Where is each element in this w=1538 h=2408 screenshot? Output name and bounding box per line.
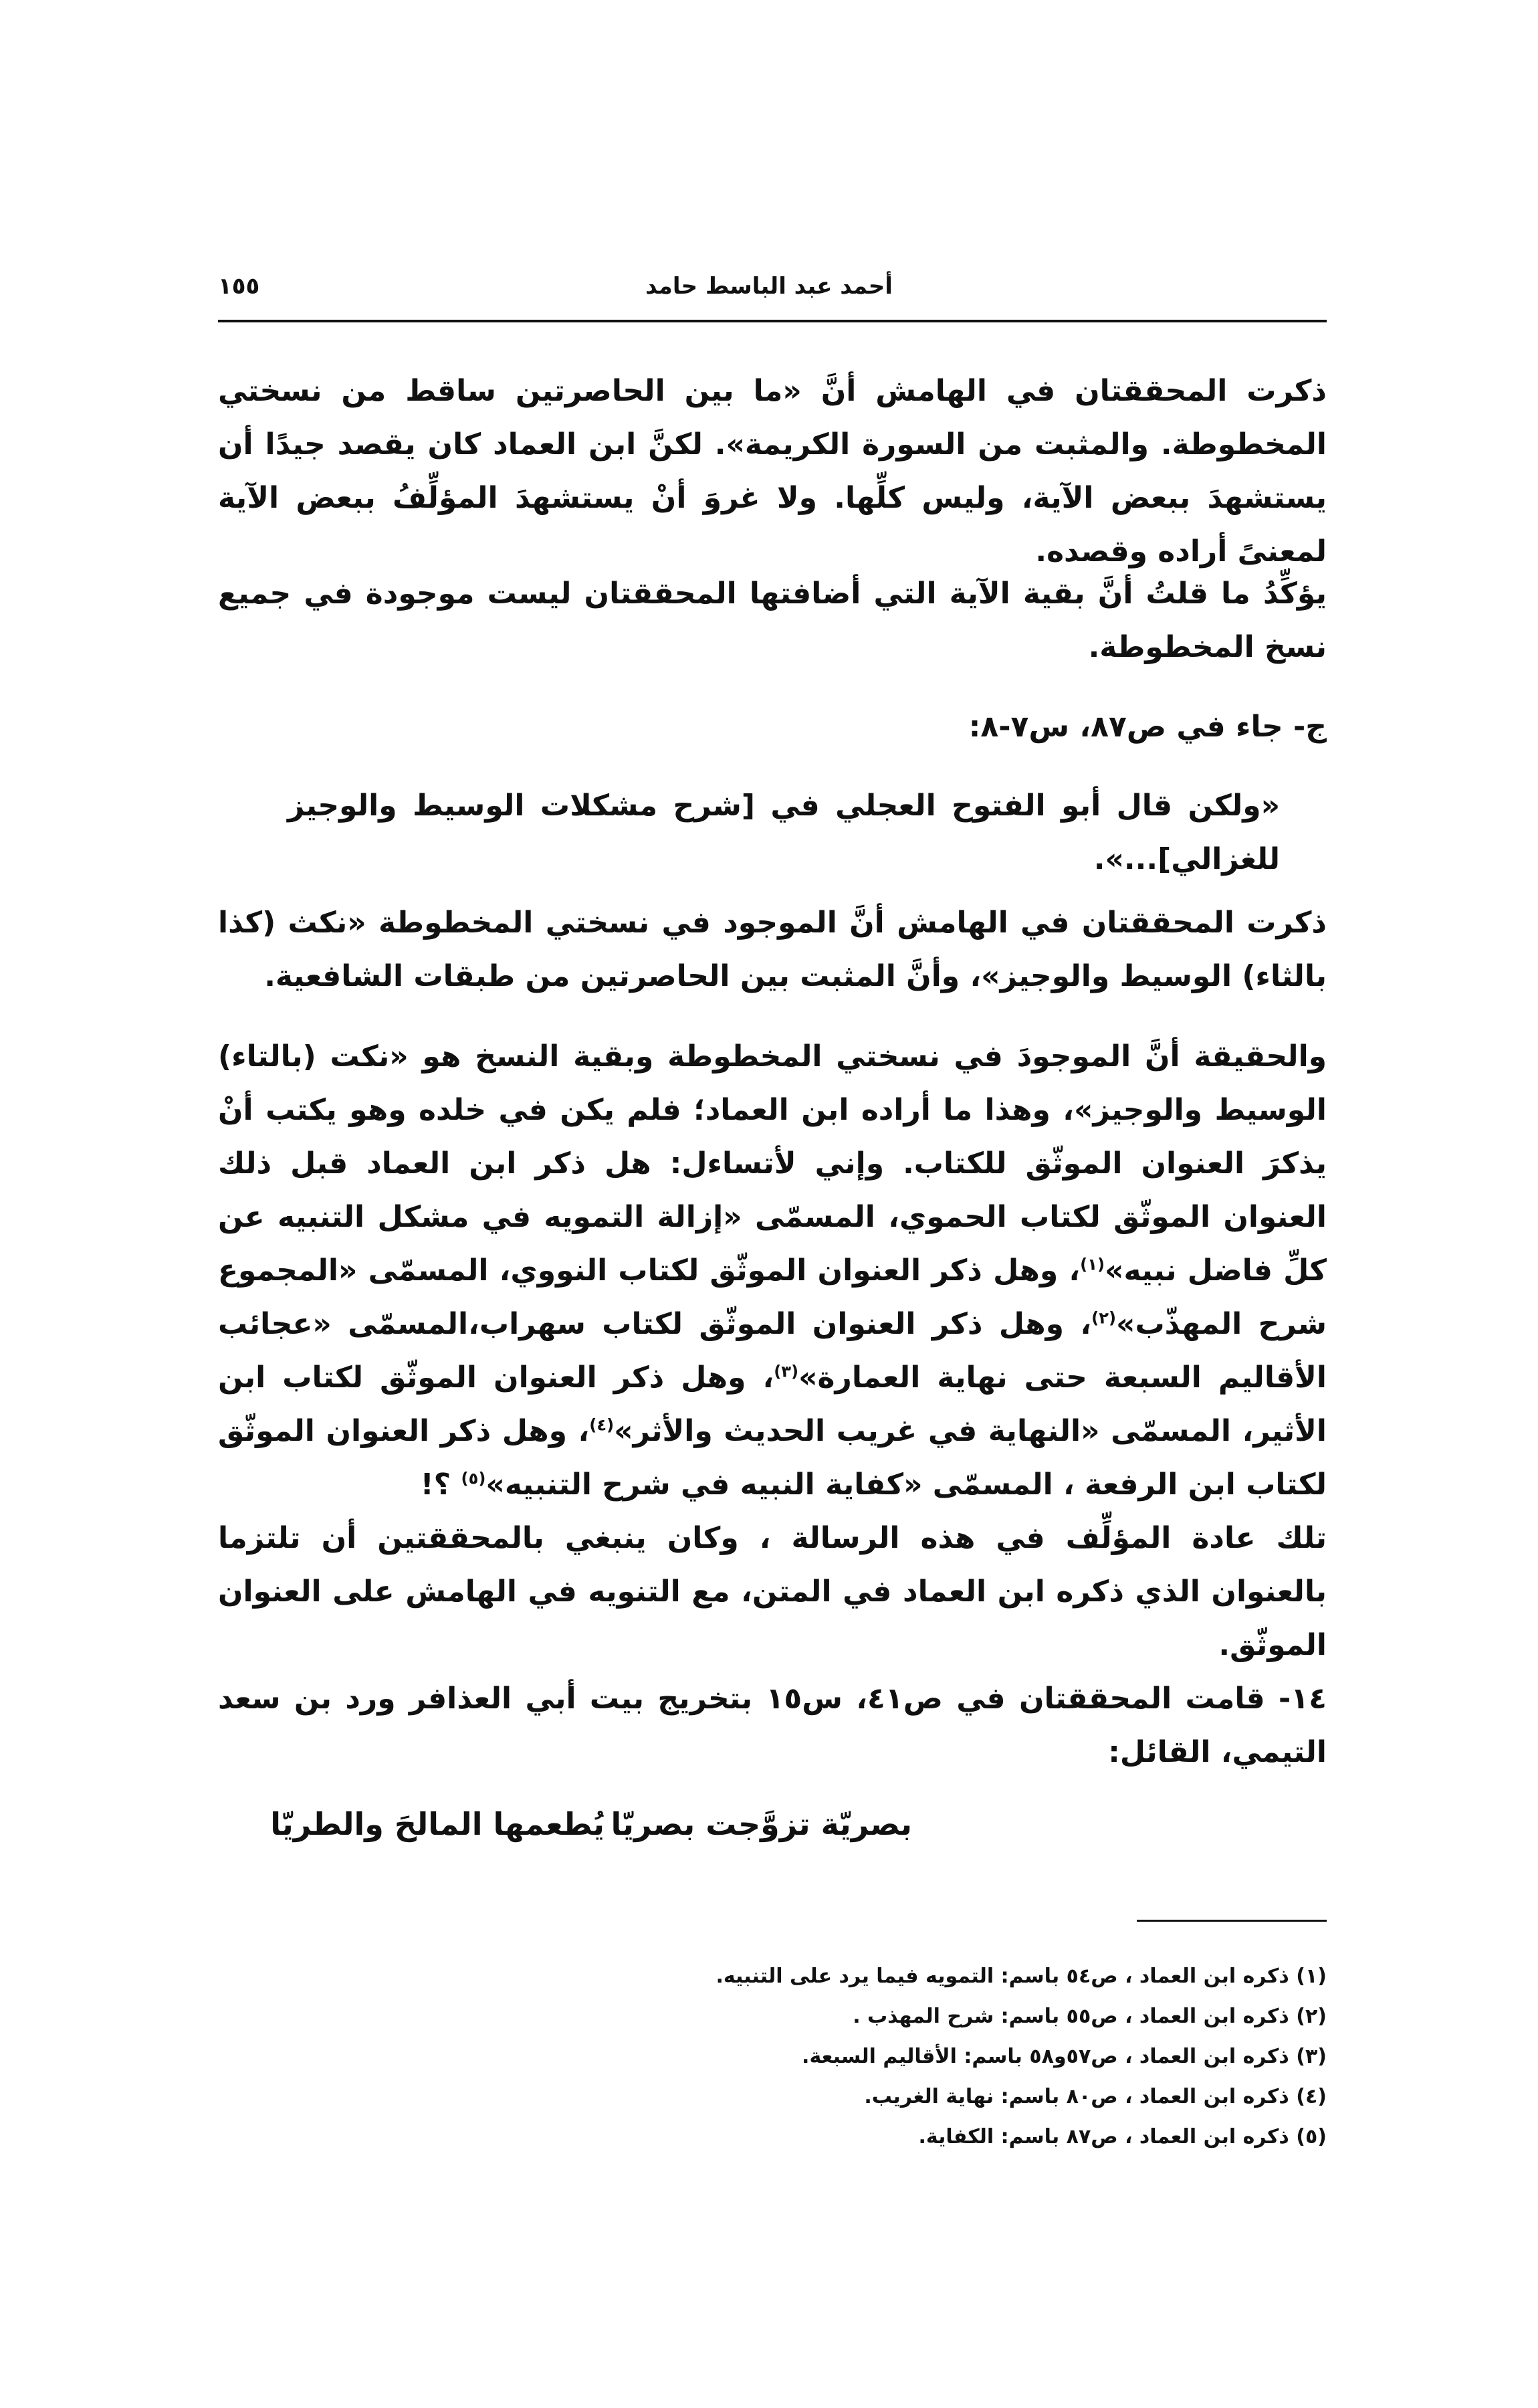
paragraph-7 — [218, 1672, 1327, 1779]
footnote-3: (٣) ذكره ابن العماد ، ص٥٧و٥٨ باسم: الأقاليم السبعة. — [802, 2045, 1327, 2068]
p5-part-5: ، وهل ذكر العنوان الموثّق لكتاب ابن الرفعة ، المسمّى «كفاية النبيه في شرح التنبيه» — [218, 1414, 1327, 1502]
p5-part-1: والحقيقة أنَّ الموجودَ في نسختي المخطوطة وبقية النسخ هو «نكت (بالتاء) الوسيط والوجيز»، وهذا ما أراده ابن العماد؛ فلم يكن في خلده وهو يكتب أنْ يذكرَ العنوان الموثّق للكتاب. وإني لأتساءل: هل ذكر ابن العماد قبل ذلك العنوان الموثّق لكتاب الحموي، المسمّى «إزالة التمويه في مشكل التنبيه عن كلِّ فاضل نبيه» — [218, 1039, 1327, 1288]
p5-end: ؟! — [420, 1468, 461, 1502]
paragraph-1 — [218, 365, 1327, 579]
running-header-author: أحمد عبد الباسط حامد — [645, 273, 893, 300]
paragraph-7-text: ١٤- قامت المحققتان في ص٤١، س١٥ بتخريج بيت أبي العذافر ورد بن سعد التيمي، القائل: — [218, 1682, 1327, 1769]
paragraph-2 — [218, 567, 1327, 674]
footnote-ref-1[interactable]: (١) — [1080, 1255, 1105, 1274]
verse-hemistich-1: بصريّة تزوَّجت بصريّا — [611, 1806, 912, 1842]
poetry-verse — [218, 1806, 1327, 1860]
paragraph-1-text: ذكرت المحققتان في الهامش أنَّ «ما بين الحاصرتين ساقط من نسختي المخطوطة. والمثبت من السورة الكريمة». لكنَّ ابن العماد كان يقصد جيدًا أن يستشهدَ ببعض الآية، وليس كلِّها. ولا غروَ أنْ يستشهدَ المؤلِّفُ ببعض الآية لمعنىً أراده وقصده. — [218, 374, 1327, 569]
footnote-separator — [1137, 1920, 1327, 1922]
section-c-heading-text: ج- جاء في ص٨٧، س٧-٨: — [968, 710, 1327, 744]
p5-part-2: ، وهل ذكر العنوان الموثّق لكتاب النووي، المسمّى «المجموع شرح المهذّب» — [218, 1253, 1327, 1341]
section-c-heading — [218, 700, 1327, 754]
paragraph-5-text — [218, 1030, 1327, 1512]
paragraph-4-text: ذكرت المحققتان في الهامش أنَّ الموجود في نسختي المخطوطة «نكث (كذا بالثاء) الوسيط والوجيز»، وأنَّ المثبت بين الحاصرتين من طبقات الشافعية. — [218, 906, 1327, 993]
footnote-ref-3[interactable]: (٣) — [774, 1362, 799, 1381]
header-rule — [218, 320, 1327, 322]
block-quote — [288, 779, 1280, 886]
paragraph-2-text: يؤكِّدُ ما قلتُ أنَّ بقية الآية التي أضافتها المحققتان ليست موجودة في جميع نسخ المخطوطة. — [218, 577, 1327, 664]
paragraph-4 — [218, 896, 1327, 1003]
p5-part-4: ، وهل ذكر العنوان الموثّق لكتاب ابن الأثير، المسمّى «النهاية في غريب الحديث والأثر» — [218, 1361, 1327, 1448]
footnotes — [218, 1956, 1327, 2157]
footnote-2: (٢) ذكره ابن العماد ، ص٥٥ باسم: شرح المهذب . — [853, 2005, 1327, 2028]
footnote-ref-4[interactable]: (٤) — [589, 1415, 615, 1435]
footnote-4: (٤) ذكره ابن العماد ، ص٨٠ باسم: نهاية الغريب. — [864, 2085, 1327, 2108]
footnote-ref-2[interactable]: (٢) — [1091, 1308, 1117, 1328]
p5-part-3: ، وهل ذكر العنوان الموثّق لكتاب سهراب،المسمّى «عجائب الأقاليم السبعة حتى نهاية العمارة» — [218, 1307, 1327, 1395]
block-quote-text: «ولكن قال أبو الفتوح العجلي في [شرح مشكلات الوسيط والوجيز للغزالي]...». — [288, 789, 1280, 876]
paragraph-6-text: تلك عادة المؤلِّف في هذه الرسالة ، وكان ينبغي بالمحققتين أن تلتزما بالعنوان الذي ذكره ابن العماد في المتن، مع التنويه في الهامش على العنوان الموثّق. — [218, 1521, 1327, 1662]
verse-hemistich-2: يُطعمها المالحَ والطريّا — [270, 1806, 605, 1842]
footnote-5: (٥) ذكره ابن العماد ، ص٨٧ باسم: الكفاية. — [918, 2125, 1327, 2148]
paragraph-6 — [218, 1512, 1327, 1672]
footnote-ref-5[interactable]: (٥) — [461, 1469, 486, 1488]
footnote-1: (١) ذكره ابن العماد ، ص٥٤ باسم: التمويه فيما يرد على التنبيه. — [716, 1965, 1327, 1988]
page-number: ١٥٥ — [218, 273, 260, 300]
paragraph-5 — [218, 1030, 1327, 1512]
